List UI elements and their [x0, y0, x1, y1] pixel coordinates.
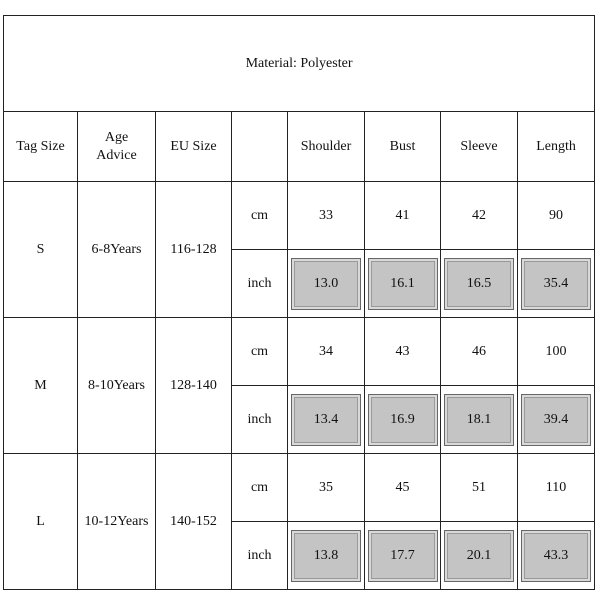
- header-eu-size: EU Size: [156, 112, 232, 182]
- length-inch-cell: [518, 250, 595, 318]
- bust-inch-value: 16.1: [368, 258, 438, 310]
- header-length: Length: [518, 112, 595, 182]
- length-cm-cell: 110: [518, 454, 595, 522]
- material-title: Material: Polyester: [4, 16, 595, 112]
- sleeve-cm-cell: 51: [441, 454, 518, 522]
- shoulder-inch-cell: [288, 386, 365, 454]
- eu-size-cell: 128-140: [156, 318, 232, 454]
- bust-inch-cell: [365, 386, 441, 454]
- tag-size-cell: L: [4, 454, 78, 590]
- header-shoulder: Shoulder: [288, 112, 365, 182]
- length-cm-cell: 100: [518, 318, 595, 386]
- shoulder-cm-cell: 34: [288, 318, 365, 386]
- bust-cm-cell: 41: [365, 182, 441, 250]
- sleeve-inch-value: 16.5: [444, 258, 514, 310]
- sleeve-inch-value: 18.1: [444, 394, 514, 446]
- table-row: [4, 182, 595, 250]
- sleeve-inch-value: 20.1: [444, 530, 514, 582]
- header-age-line2: Advice: [96, 147, 137, 163]
- unit-cm-cell: cm: [232, 318, 288, 386]
- length-cm-cell: 90: [518, 182, 595, 250]
- shoulder-inch-value: 13.4: [291, 394, 361, 446]
- age-advice-cell: 8-10Years: [78, 318, 156, 454]
- shoulder-inch-cell: [288, 522, 365, 590]
- length-inch-value: 35.4: [521, 258, 591, 310]
- eu-size-cell: 116-128: [156, 182, 232, 318]
- table-row: [4, 318, 595, 386]
- unit-inch-cell: inch: [232, 522, 288, 590]
- sleeve-inch-cell: [441, 522, 518, 590]
- sleeve-inch-cell: [441, 250, 518, 318]
- header-bust: Bust: [365, 112, 441, 182]
- unit-cm-cell: cm: [232, 182, 288, 250]
- bust-inch-value: 17.7: [368, 530, 438, 582]
- bust-cm-cell: 43: [365, 318, 441, 386]
- length-inch-value: 43.3: [521, 530, 591, 582]
- header-sleeve: Sleeve: [441, 112, 518, 182]
- length-inch-cell: [518, 522, 595, 590]
- header-age-advice: [78, 112, 156, 182]
- shoulder-inch-value: 13.8: [291, 530, 361, 582]
- unit-cm-cell: cm: [232, 454, 288, 522]
- header-age-line1: Age: [104, 129, 129, 145]
- age-advice-cell: 6-8Years: [78, 182, 156, 318]
- bust-inch-cell: [365, 250, 441, 318]
- length-inch-cell: [518, 386, 595, 454]
- unit-inch-cell: inch: [232, 386, 288, 454]
- length-inch-value: 39.4: [521, 394, 591, 446]
- eu-size-cell: 140-152: [156, 454, 232, 590]
- header-row: [4, 112, 595, 182]
- bust-cm-cell: 45: [365, 454, 441, 522]
- header-unit: [232, 112, 288, 182]
- bust-inch-value: 16.9: [368, 394, 438, 446]
- shoulder-cm-cell: 33: [288, 182, 365, 250]
- sleeve-cm-cell: 46: [441, 318, 518, 386]
- unit-inch-cell: inch: [232, 250, 288, 318]
- size-chart-table: [3, 15, 595, 590]
- tag-size-cell: M: [4, 318, 78, 454]
- shoulder-cm-cell: 35: [288, 454, 365, 522]
- bust-inch-cell: [365, 522, 441, 590]
- sleeve-cm-cell: 42: [441, 182, 518, 250]
- age-advice-cell: 10-12Years: [78, 454, 156, 590]
- shoulder-inch-cell: [288, 250, 365, 318]
- sleeve-inch-cell: [441, 386, 518, 454]
- shoulder-inch-value: 13.0: [291, 258, 361, 310]
- tag-size-cell: S: [4, 182, 78, 318]
- header-tag-size: Tag Size: [4, 112, 78, 182]
- table-row: [4, 454, 595, 522]
